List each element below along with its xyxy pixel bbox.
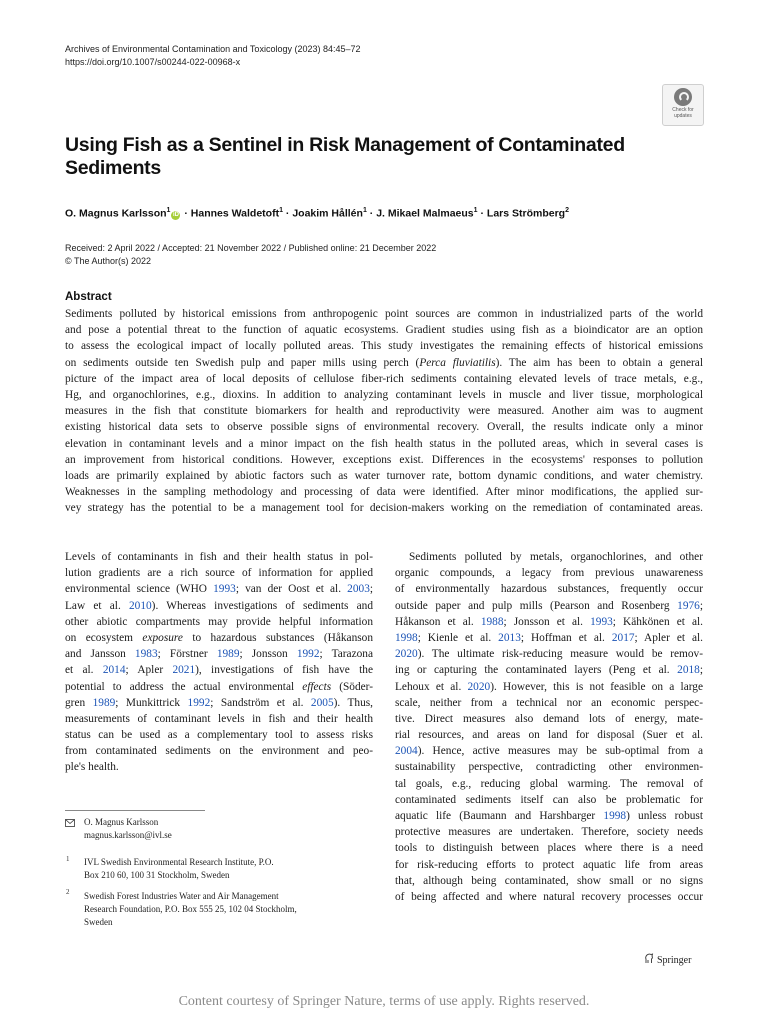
copyright-notice: © The Author(s) 2022 [65,256,152,266]
abstract-line [65,355,703,371]
author-separator: · [366,207,377,220]
doi-link[interactable]: https://doi.org/10.1007/s00244-022-00968-x [65,57,241,67]
body-line [65,598,373,614]
text: ; Förstner [157,648,217,661]
text: ; Kienle et al. [417,631,499,644]
citation-link[interactable]: 1993 [213,583,236,596]
body-line: rial resources, and areas on land for disposal (Suer et al. [395,729,703,742]
title-line: Sediments [65,157,161,179]
body-line [65,630,373,646]
text: ). However, this is not feasible on a large [490,680,703,693]
abstract-line: and pose a potential threat to the function of aquatic ecosystems. Gradient studies using fish as a bioindicator are an option [65,324,703,337]
text: potential to address the actual environmental [65,680,303,693]
citation-link[interactable]: 1993 [590,615,613,628]
text: ). Whereas investigations of sediments and [151,599,373,612]
abstract-line: picture of the impact area of local deposits of cellulose fiber-rich sediments containing elevated levels of trace metals, e.g., [65,372,703,385]
text: ) unless robust [626,810,703,822]
text: ; Kähkönen et al. [612,615,703,628]
body-line [395,646,703,662]
check-for-updates-badge[interactable] [662,84,704,126]
body-line [395,598,703,614]
body-line [395,679,703,695]
publisher-logo [644,953,691,967]
text: ). Hence, active measures may be sub-optimal from a [417,745,703,758]
abstract-line: an improvement from historical conditions. However, exceptions exist. Differences in the ecosystems' responses to pollution [65,453,703,466]
citation-link[interactable]: 2020 [395,648,418,661]
abstract-text: ). The aim has been to obtain a general [495,356,703,369]
body-line [395,630,703,646]
author-name[interactable]: O. Magnus Karlsson [65,207,167,220]
abstract-body [65,306,703,516]
citation-link[interactable]: 1988 [480,615,504,628]
body-column-left [65,549,373,776]
abstract-line: vey strategy has the potential to be a management tool for decision-makers working on the remediation of contaminated areas. [65,502,703,515]
journal-citation: Archives of Environmental Contamination and Toxicology (2023) 84:45–72 [65,44,361,54]
text: Håkanson et al. [395,615,481,628]
affiliation-2-line: Swedish Forest Industries Water and Air Management [84,891,279,901]
species-name: Perca fluviatilis [419,356,496,369]
abstract-line: measures in the fish that constitute biomarkers for health and reproductivity were measured. Another aim was to augment [65,405,703,418]
citation-link[interactable]: 1976 [677,599,700,612]
body-line [65,679,373,695]
citation-link[interactable]: 1983 [134,648,158,661]
affiliation-sup: 1 [279,207,283,214]
body-line: tools to distinguish between places where there is a need [395,842,703,855]
citation-link[interactable]: 2004 [395,745,418,758]
author-name[interactable]: Lars Strömberg [486,207,566,220]
body-line: tive. Direct measures also demand lots of energy, mate- [395,712,703,725]
text: ; Apler et al. [634,631,703,644]
text: environmental science (WHO [65,583,214,596]
citation-link[interactable]: 1989 [92,696,116,709]
affiliation-mark: 2 [66,888,70,896]
text: on ecosystem [65,631,143,644]
springer-horse-icon [644,953,654,964]
text: outside paper and pulp mills (Pearson and Rosenberg [395,599,678,612]
abstract-line: Weaknesses in the sampling methodology and processing of data were identified. After minor modifications, the applied sur- [65,486,703,499]
abstract-line: elevation in contaminant levels and a minor impact on the fish health status in the polluted areas, which in several cases is [65,437,703,450]
affiliation-sup: 1 [166,207,171,214]
affiliation-sup: 1 [362,207,367,214]
body-line: measurements of contaminant levels in fish and their health [65,712,373,725]
body-line: Sediments polluted by metals, organochlorines, and other [409,551,703,563]
body-line [395,808,703,824]
text: ). Thus, [333,696,373,709]
emphasis: effects [302,680,332,693]
author-separator: · [282,207,293,220]
citation-link[interactable]: 1998 [395,631,418,644]
citation-link[interactable]: 1992 [296,648,320,661]
citation-link[interactable]: 2010 [128,599,152,612]
citation-link[interactable]: 1992 [187,696,211,709]
text: ; [699,664,703,677]
text: (Söder- [331,680,373,693]
body-line: lution gradients are a rich source of information for applied [65,567,373,580]
author-name[interactable]: Hannes Waldetoft [190,207,280,220]
article-title [65,134,625,180]
text: ; Apler [125,664,173,677]
body-line: scale, neither from a technical nor an economic perspec- [395,696,703,709]
body-line: organic compounds, a legacy from previous unawareness [395,567,703,580]
citation-link[interactable]: 2005 [310,696,334,709]
text: ; [369,583,373,596]
abstract-line: to assess the ecological impact of locally polluted areas. This study investigates the remaining effects of historical emissions [65,340,703,353]
author-list [65,204,569,221]
author-name[interactable]: J. Mikael Malmaeus [376,207,474,220]
citation-link[interactable]: 2013 [498,631,521,644]
body-line: status can be used as a complementary tool to assess risks [65,729,373,742]
text: ; Munkittrick [115,696,188,709]
body-line: that, although being contaminated, show small or no signs [395,874,703,887]
text: ; Sandström et al. [210,696,311,709]
text: aquatic life (Baumann and Harshbarger [395,810,604,822]
body-line: ple's health. [65,761,119,774]
body-line: of being affected and where natural recovery processes occur [395,890,703,903]
author-name[interactable]: Joakim Hållén [292,207,363,220]
text: Law et al. [65,599,129,612]
text: ; [699,599,703,612]
body-line [65,695,373,711]
body-line [65,662,373,678]
citation-link[interactable]: 2018 [677,664,700,677]
body-column-right [395,549,703,905]
orcid-icon[interactable]: iD [172,211,179,218]
text: ; Hoffman et al. [520,631,612,644]
badge-line1: Check for [672,107,694,113]
badge-line2: updates [674,113,692,119]
emphasis: exposure [142,631,183,644]
body-line: Levels of contaminants in fish and their health status in pol- [65,551,373,563]
text: ; Tarazona [319,648,373,661]
affiliation-2-line: Research Foundation, P.O. Box 555 25, 102 04 Stockholm, [84,904,297,914]
abstract-heading: Abstract [65,291,112,303]
body-line: contaminated sediments itself can also be problematic for [395,793,703,806]
footnote-divider [65,810,205,811]
affiliation-2-line: Sweden [84,917,113,927]
abstract-line: Hg, and organochlorines, e.g., dioxins. In addition to analyzing contaminant levels in muscle and liver tissue, morphological [65,388,703,401]
affiliation-1-line: Box 210 60, 100 31 Stockholm, Sweden [84,870,230,880]
corresponding-author: O. Magnus Karlsson [84,817,159,827]
text: ), investigations of fish have the [195,664,373,677]
abstract-line: loads are primarily explained by abiotic factors such as water turnover rate, bottom dynamic conditions, and water chemistry. [65,469,703,482]
courtesy-notice: Content courtesy of Springer Nature, terms of use apply. Rights reserved. [178,994,590,1009]
email-icon [65,818,75,831]
body-line [65,581,373,597]
citation-link[interactable]: 2017 [611,631,635,644]
body-line: from contaminated sediments on the environment and peo- [65,745,373,758]
abstract-line: Sediments polluted by historical emissions from anthropogenic point sources are common in industrialized parts of the world [65,308,703,320]
body-line [395,662,703,678]
body-line: of environmentally hazardous substances, frequently occur [395,583,703,596]
citation-link[interactable]: 1998 [603,810,627,822]
body-line [395,614,703,630]
citation-link[interactable]: 2003 [347,583,370,596]
citation-link[interactable]: 2020 [467,680,491,693]
affiliation-1-line: IVL Swedish Environmental Research Institute, P.O. [84,857,274,867]
text: to hazardous substances (Håkanson [182,631,373,644]
citation-link[interactable]: 2021 [172,664,196,677]
author-separator: · [181,207,191,220]
affiliation-sup: 2 [565,207,569,214]
citation-link[interactable]: 2014 [102,664,126,677]
abstract-line: existing historical data sets to observe possible signs of environmental recovery. Overall, the results indicate only a minor [65,421,703,434]
affiliation-mark: 1 [66,855,70,863]
text: and Jansson [65,648,135,661]
body-line: protective measures are undertaken. Therefore, society needs [395,826,703,839]
abstract-text: on sediments outside ten Swedish pulp and paper mills using perch ( [65,356,420,369]
text: ing or capturing the contaminated layers (Peng et al. [395,664,678,677]
text: ; Jonsson [239,648,297,661]
body-line: sustainability perspective, contradicting other environmen- [395,761,703,774]
publisher-name: Springer [657,955,692,966]
crossmark-icon [674,88,692,106]
body-line: other abiotic compartments may provide helpful information [65,615,373,628]
text: ). The ultimate risk-reducing measure would be remov- [417,648,703,661]
author-separator: · [477,207,487,220]
affiliation-sup: 1 [473,207,478,214]
corresponding-email[interactable]: magnus.karlsson@ivl.se [84,830,172,840]
text: Lehoux et al. [395,680,468,693]
citation-link[interactable]: 1989 [216,648,240,661]
body-line: tal goals, e.g., reducing global warming. The removal of [395,777,703,790]
text: ; Jonsson et al. [503,615,591,628]
title-line: Using Fish as a Sentinel in Risk Management of Contaminated [65,134,625,156]
text: et al. [65,664,103,677]
text: gren [65,696,93,709]
body-line [395,743,703,759]
text: ; van der Oost et al. [235,583,348,596]
body-line [65,646,373,662]
publication-dates: Received: 2 April 2022 / Accepted: 21 November 2022 / Published online: 21 December 2022 [65,243,437,253]
body-line: for risk-reducing efforts to protect aquatic life from areas [395,858,703,871]
